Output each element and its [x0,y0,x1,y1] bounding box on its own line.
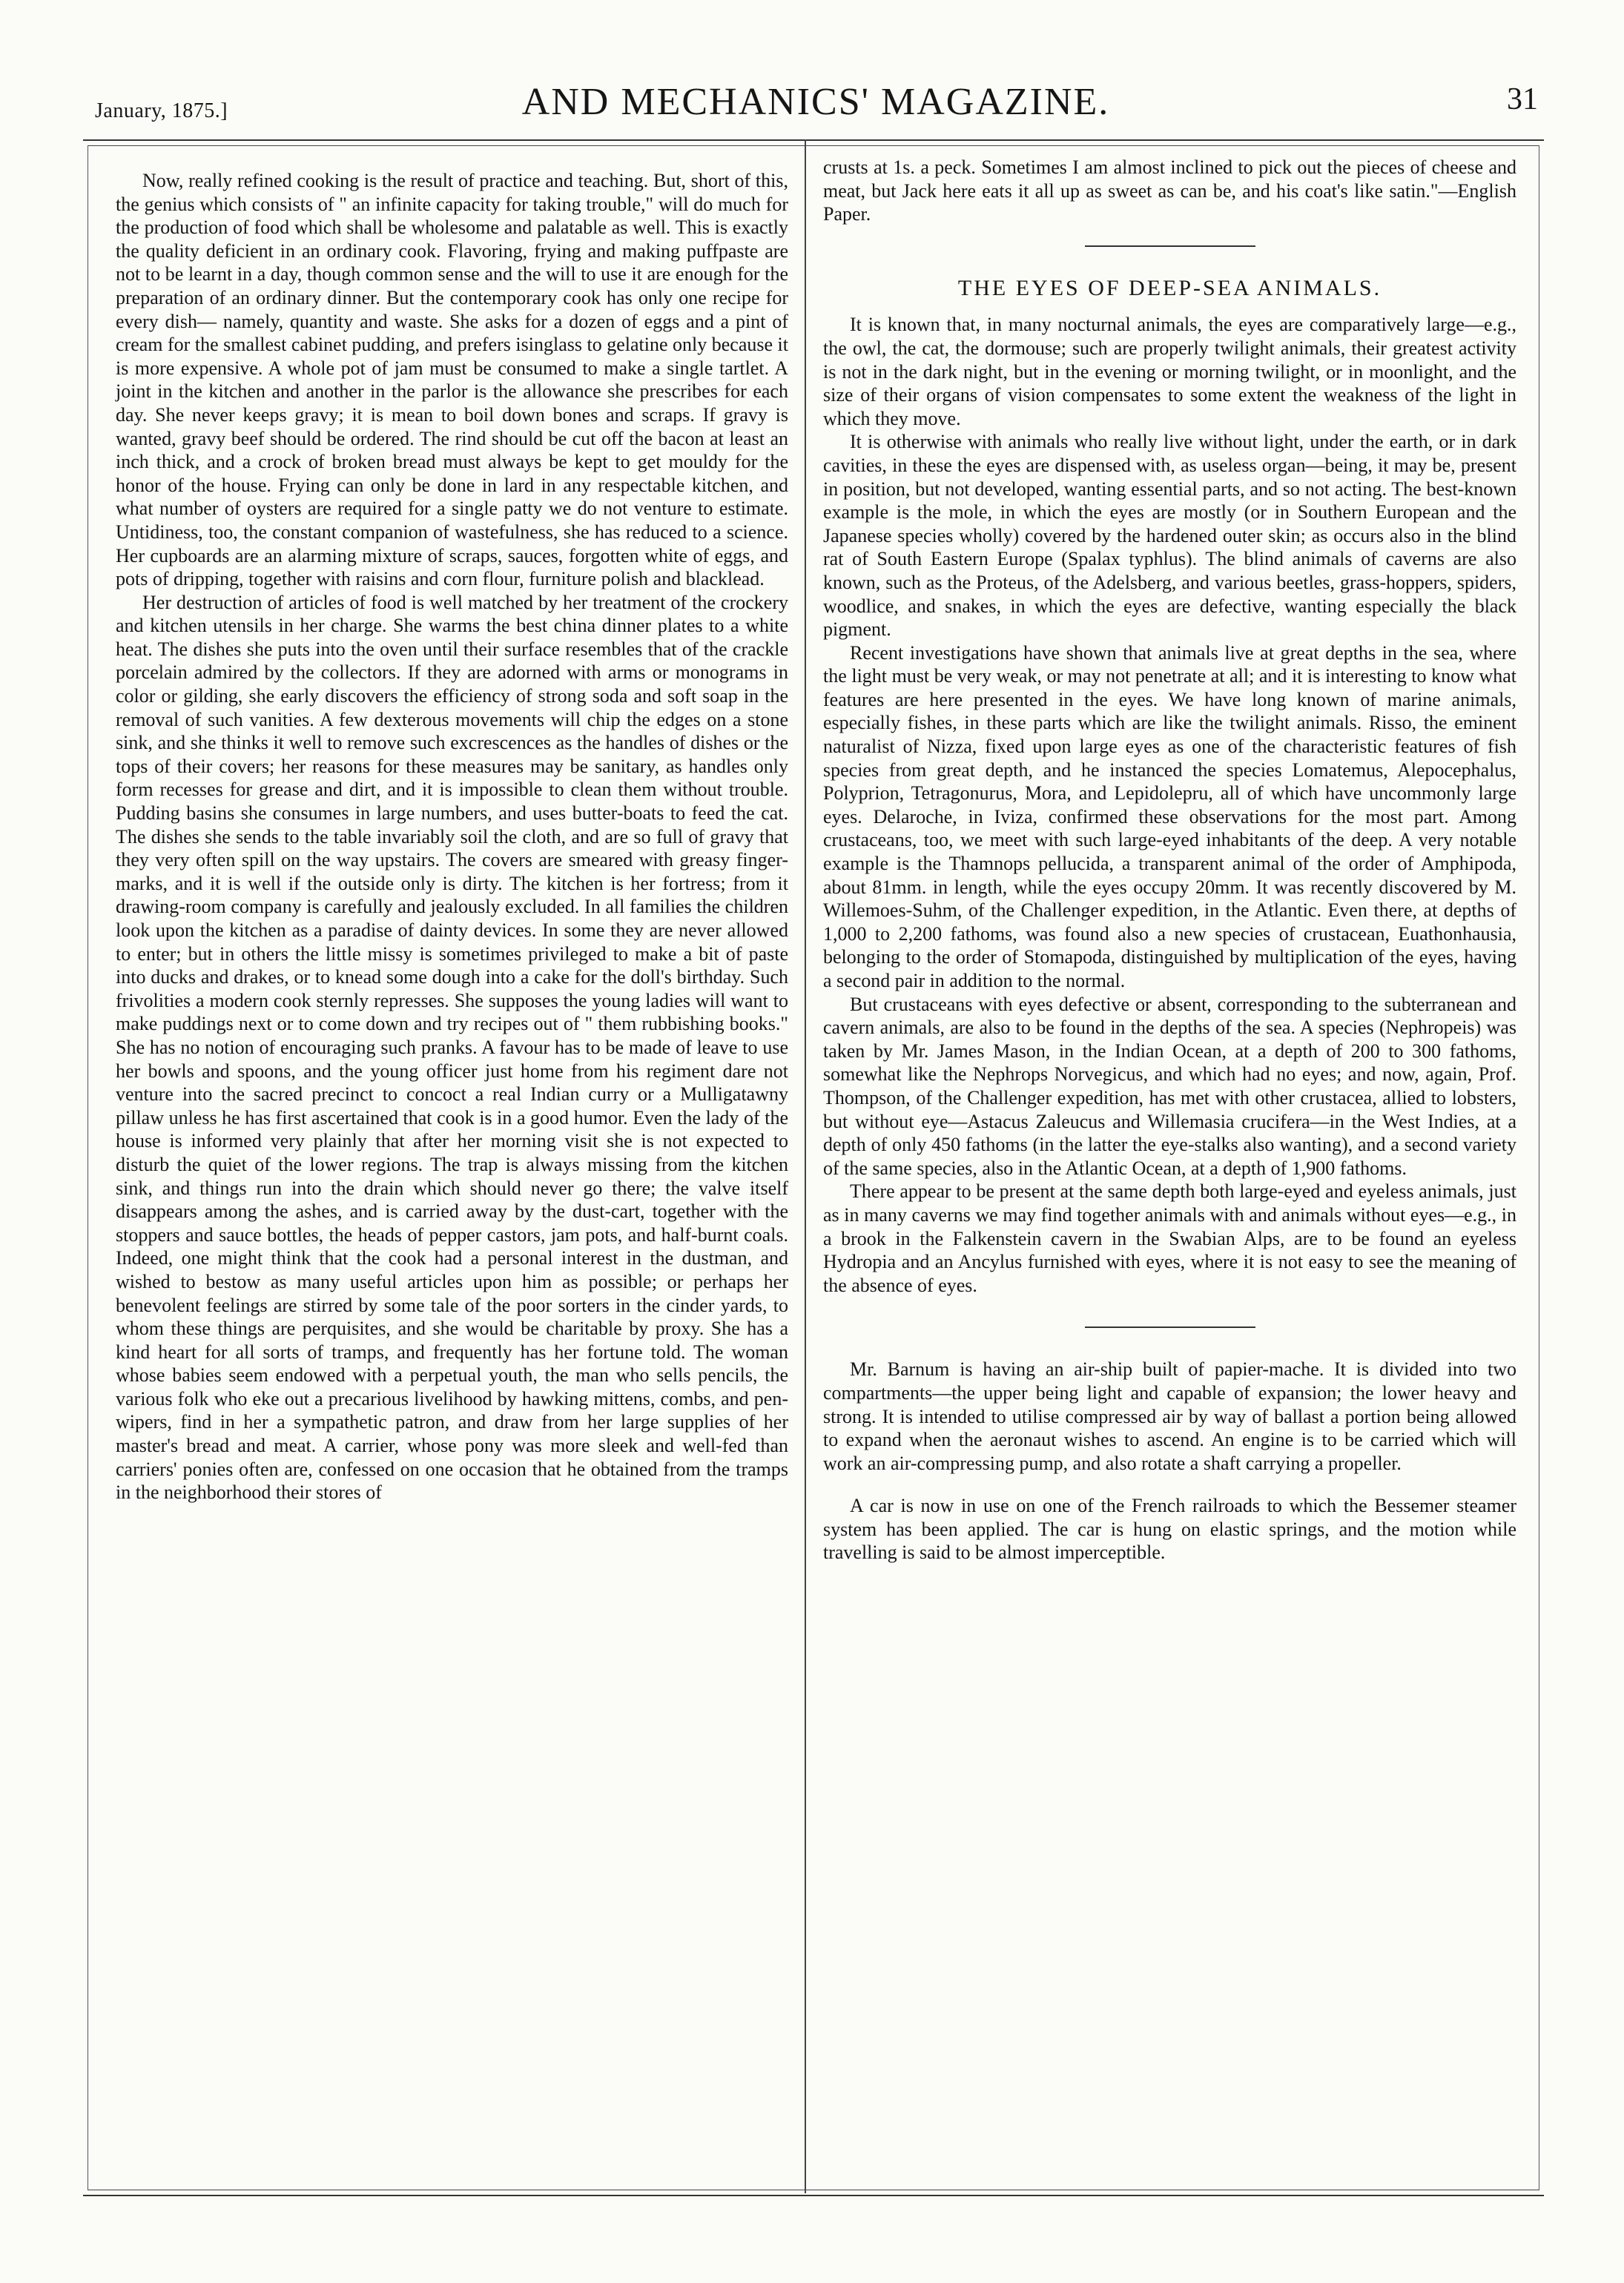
paragraph: Her destruction of articles of food is well matched by her treatment of the crockery and kitchen utensils in her charge. She warms the best china dinner plates to a white heat. The dishes she puts into the oven until their surface resembles that of the crackle porcelain admired by the collectors. If they are adorned with arms or monograms in color or gilding, she early discovers the efficiency of strong soda and soft soap in the removal of such vanities. A few dexterous movements will chip the edges on a stone sink, and she thinks it well to remove such excrescences as the handles of dishes or the tops of their covers; her reasons for these measures may be sanitary, as handles only form recesses for grease and dirt, and it is impossible to clean them without trouble. Pudding basins she consumes in large numbers, and uses butter-boats to feed the cat. The dishes she sends to the table invariably soil the cloth, and are so full of gravy that they very often spill on the way upstairs. The covers are smeared with greasy finger-marks, and it is well if the outside only is dirty. The kitchen is her fortress; from it drawing-room company is carefully and jealously excluded. In all families the children look upon the kitchen as a paradise of dainty devices. In some they are never allowed to enter; but in others the little missy is sometimes privileged to make a bit of paste into ducks and drakes, or to knead some dough into a cake for the doll's birthday. Such frivolities a modern cook sternly represses. She supposes the young ladies will want to make puddings next or to come down and try recipes out of " them rubbishing books." She has no notion of encouraging such pranks. A favour has to be made of leave to use her bowls and spoons, and the young officer just home from his regiment dare not venture into the sacred precinct to concoct a real Indian curry or a Mulligatawny pillaw unless he has first ascertained that cook is in a good humor. Even the lady of the house is informed very plainly that after her morning visit she is not expected to disturb the quiet of the lower regions. The trap is always missing from the kitchen sink, and things run into the drain which should never go there; the valve itself disappears among the ashes, and is carried away by the dust-cart, together with the stoppers and sauce bottles, the heads of pepper castors, jam pots, and half-burnt coals. Indeed, one might think that the cook had a personal interest in the dustman, and wished to bestow as many useful articles upon him as possible; or perhaps her benevolent feelings are stirred by some tale of the poor sorters in the cinder yards, to whom these things are perquisites, and she would be charitable by proxy. She has a kind heart for all sorts of tramps, and frequently has her fortune told. The woman whose babies seem endowed with a perpetual youth, the man who sells pencils, the various folk who eke out a precarious livelihood by hawking mittens, combs, and pen-wipers, find in her a sympathetic patron, and draw from her large supplies of her master's bread and meat. A carrier, whose pony was more sleek and well-fed than carriers' ponies often are, confessed on one occasion that he obtained from the tramps in the neighborhood their stores of [116,591,788,1504]
article-title: THE EYES OF DEEP-SEA ANIMALS. [957,275,1382,300]
magazine-title: AND MECHANICS' MAGAZINE. [521,81,1110,123]
paragraph: Now, really refined cooking is the result of practice and teaching. But, short of this, the genius which consists of " an infinite capacity for taking trouble," will do much for the production of food which shall be wholesome and palatable as well. This is exactly the quality deficient in an ordinary cook. Flavoring, frying and making puffpaste are not to be learnt in a day, though common sense and the will to use it are enough for the preparation of an ordinary dinner. But the contemporary cook has only one recipe for every dish— namely, quantity and waste. She asks for a dozen of eggs and a pint of cream for the smallest cabinet pudding, and prefers isinglass to gelatine only because it is more expensive. A whole pot of jam must be consumed to make a single tartlet. A joint in the kitchen and another in the parlor is the allowance she prescribes for each day. She never keeps gravy; it is mean to boil down bones and scraps. If gravy is wanted, gravy beef should be ordered. The rind should be cut off the bacon at least an inch thick, and a crock of broken bread must always be kept to get mouldy for the honor of the house. Frying can only be done in lard in any respectable kitchen, and what number of oysters are required for a single patty we do not venture to estimate. Untidiness, too, the constant companion of wastefulness, she has reduced to a science. Her cupboards are an alarming mixture of scraps, sauces, forgotten white of eggs, and pots of dripping, together with raisins and corn flour, furniture polish and blacklead. [116,170,788,590]
paragraph: It is otherwise with animals who really live without light, under the earth, or in dark cavities, in these the eyes are dispensed with, as useless organ—being, it may be, present in position, but not developed, wanting essential parts, and so not acting. The best-known example is the mole, in which the eyes are mostly (or in Southern European and the Japanese species wholly) covered by the hardened outer skin; as occurs also in the blind rat of South Eastern Europe (Spalax typhlus). The blind animals of caverns are also known, such as the Proteus, of the Adelsberg, and various beetles, grass-hoppers, spiders, woodlice, and snakes, in which the eyes are defective, wanting especially the black pigment. [823,431,1516,641]
left-column [116,169,788,1504]
section-rule [1085,245,1255,247]
page-header [89,73,1542,132]
issue-date: January, 1875.] [95,99,228,122]
paragraph: Recent investigations have shown that animals live at great depths in the sea, where the light must be very weak, or may not penetrate at all; and it is interesting to know what features are here presented in the eyes. We have long known of marine animals, especially fishes, in these parts which are like the twilight animals. Risso, the eminent naturalist of Nizza, fixed upon large eyes as one of the characteristic features of fish species from great depth, and he instanced the species Lomatemus, Alepocephalus, Polyprion, Tetragonurus, Mora, and Lepidolepru, all of which have uncommonly large eyes. Delaroche, in Iviza, confirmed these observations for the most part. Among crustaceans, too, we meet with such large-eyed inhabitants of the deep. A very notable example is the Thamnops pellucida, a transparent animal of the order of Amphipoda, about 81mm. in length, while the eyes occupy 20mm. It was recently discovered by M. Willemoes-Suhm, of the Challenger expedition, in the Atlantic. Even there, at depths of 1,000 to 2,200 fathoms, was found also a new species of crustacean, Euathonhausia, belonging to the order of Stomapoda, distinguished by multiplication of the eyes, having a second pair in addition to the normal. [823,641,1516,991]
page-number: 31 [1507,82,1538,116]
news-note: A car is now in use on one of the French railroads to which the Bessemer steamer system has been applied. The car is hung on elastic springs, and the motion while travelling is said to be almost imperceptible. [823,1495,1516,1564]
paragraph: But crustaceans with eyes defective or absent, corresponding to the subterranean and cavern animals, are also to be found in the depths of the sea. A species (Nephropeis) was taken by Mr. James Mason, in the Indian Ocean, at a depth of 200 to 300 fathoms, somewhat like the Nephrops Norvegicus, and which had no eyes; and now, again, Prof. Thompson, of the Challenger expedition, has met with other crustacea, allied to lobsters, but without eye—Astacus Zaleucus and Willemasia crucifera—in the West Indies, at a depth of only 450 fathoms (in the latter the eye-stalks also wanting), and a second variety of the same species, also in the Atlantic Ocean, at a depth of 1,900 fathoms. [823,993,1516,1179]
column-divider [805,139,806,2193]
spacer [823,1475,1516,1494]
right-column [823,156,1516,1565]
paragraph: It is known that, in many nocturnal animals, the eyes are comparatively large—e.g., the owl, the cat, the dormouse; such are properly twilight animals, their greatest activity is not in the dark night, but in the evening or morning twilight, or in moonlight, and the size of their organs of vision compensates to some extent the weakness of the light in which they move. [823,314,1516,429]
section-rule [1085,1326,1255,1328]
paragraph: There appear to be present at the same depth both large-eyed and eyeless animals, just as in many caverns we may find together animals with and animals without eyes—e.g., in a brook in the Falkenstein cavern in the Swabian Alps, are to be found an eyeless Hydropia and an Ancylus furnished with eyes, where it is not easy to see the meaning of the absence of eyes. [823,1180,1516,1296]
continued-paragraph: crusts at 1s. a peck. Sometimes I am almost inclined to pick out the pieces of cheese and meat, but Jack here eats it all up as sweet as can be, and his coat's like satin."—English Paper. [823,156,1516,225]
news-note: Mr. Barnum is having an air-ship built of papier-mache. It is divided into two compartments—the upper being light and capable of expansion; the lower heavy and strong. It is intended to utilise compressed air by way of ballast a portion being allowed to expand when the aeronaut wishes to ascend. An engine is to be carried which will work an air-compressing pump, and also rotate a shaft carrying a propeller. [823,1358,1516,1474]
